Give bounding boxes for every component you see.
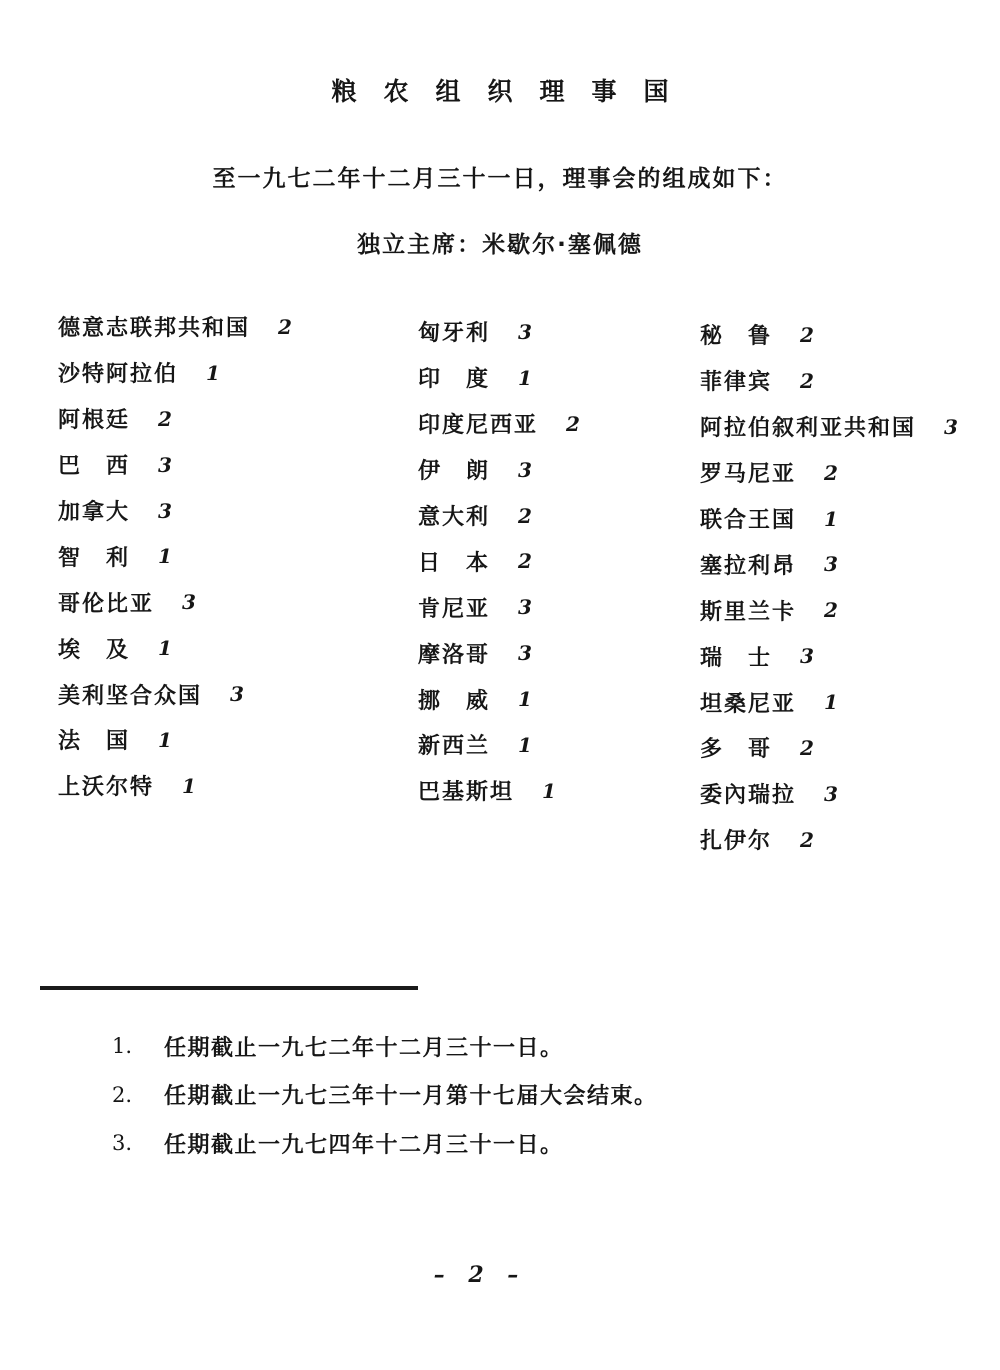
country-name: 沙特阿拉伯 (58, 362, 179, 388)
country-row (700, 725, 958, 771)
country-name: 新西兰 (418, 734, 491, 760)
country-row (418, 584, 580, 630)
country-name: 塞拉利昂 (700, 553, 797, 579)
country-name: 秘 鲁 (700, 324, 773, 350)
country-name: 德意志联邦共和国 (58, 316, 251, 342)
page-number: – 2 – (433, 1262, 527, 1288)
country-row (700, 633, 958, 679)
country-name: 巴 西 (58, 454, 131, 480)
country-name: 智 利 (58, 545, 131, 571)
term-footnote-ref: 2 (824, 598, 838, 623)
country-row (700, 450, 958, 496)
country-row (58, 396, 292, 442)
term-footnote-ref: 1 (518, 732, 532, 757)
country-row (418, 768, 580, 814)
term-footnote-ref: 1 (518, 687, 532, 712)
country-row (700, 312, 958, 358)
term-footnote-ref: 2 (518, 503, 532, 528)
term-footnote-ref: 2 (800, 368, 814, 393)
footnote-number: 3. (112, 1131, 133, 1156)
country-row (700, 404, 958, 450)
country-name: 法 国 (58, 729, 131, 755)
footnote-text: 任期截止一九七四年十二月三十一日。 (164, 1132, 564, 1158)
country-name: 坦桑尼亚 (700, 691, 797, 717)
country-row (700, 541, 958, 587)
country-row (700, 817, 958, 863)
term-footnote-ref: 1 (824, 506, 838, 531)
term-footnote-ref: 1 (158, 727, 172, 752)
term-footnote-ref: 3 (518, 319, 532, 344)
country-row (58, 488, 292, 534)
country-name: 罗马尼亚 (700, 462, 797, 488)
page-title: 粮农组织理事国 (331, 77, 696, 106)
country-row (418, 447, 580, 493)
country-row (418, 401, 580, 447)
country-row (700, 771, 958, 817)
country-row (700, 358, 958, 404)
country-name: 日 本 (418, 550, 491, 576)
term-footnote-ref: 3 (824, 552, 838, 577)
term-footnote-ref: 1 (824, 690, 838, 715)
term-footnote-ref: 3 (800, 644, 814, 669)
country-row (58, 304, 292, 350)
country-name: 菲律宾 (700, 370, 773, 396)
term-footnote-ref: 3 (518, 641, 532, 666)
term-footnote-ref: 2 (800, 735, 814, 760)
independent-chairman-line: 独立主席：米歇尔·塞佩德 (357, 232, 643, 258)
term-footnote-ref: 3 (158, 498, 172, 523)
country-name: 联合王国 (700, 508, 797, 533)
country-name: 斯里兰卡 (700, 599, 797, 625)
country-name: 匈牙利 (418, 321, 491, 347)
term-footnote-ref: 3 (518, 595, 532, 620)
term-footnote-ref: 2 (518, 549, 532, 574)
footnote-item (112, 1022, 658, 1071)
country-row (418, 355, 580, 401)
country-row (58, 671, 292, 717)
composition-statement: 至一九七二年十二月三十一日，理事会的组成如下： (212, 166, 788, 192)
term-footnote-ref: 2 (158, 406, 172, 431)
country-name: 埃 及 (58, 637, 131, 663)
country-row (58, 625, 292, 671)
country-row (418, 309, 580, 355)
country-name: 挪 威 (418, 688, 491, 714)
country-column-3 (700, 312, 958, 863)
term-footnote-ref: 3 (158, 452, 172, 477)
country-row (58, 442, 292, 488)
country-name: 意大利 (418, 505, 491, 530)
country-row (418, 493, 580, 539)
footnote-text: 任期截止一九七三年十一月第十七届大会结束。 (164, 1084, 658, 1110)
country-row (418, 676, 580, 722)
term-footnote-ref: 3 (944, 414, 958, 439)
footnote-text: 任期截止一九七二年十二月三十一日。 (164, 1035, 564, 1061)
term-footnote-ref: 3 (230, 682, 244, 707)
footnote-number: 1. (112, 1034, 133, 1059)
term-footnote-ref: 3 (182, 590, 196, 615)
footnotes-section (112, 1022, 658, 1168)
term-footnote-ref: 2 (824, 460, 838, 485)
country-name: 委內瑞拉 (700, 783, 797, 809)
country-row (58, 350, 292, 396)
country-name: 加拿大 (58, 500, 131, 525)
country-row (700, 496, 958, 542)
country-name: 肯尼亚 (418, 596, 491, 622)
country-row (58, 717, 292, 763)
term-footnote-ref: 2 (800, 827, 814, 852)
country-name: 瑞 士 (700, 645, 773, 671)
country-name: 印 度 (418, 367, 491, 393)
country-name: 阿根廷 (58, 408, 131, 434)
term-footnote-ref: 1 (542, 778, 556, 803)
country-name: 扎伊尔 (700, 829, 773, 855)
country-row (58, 763, 292, 809)
term-footnote-ref: 3 (824, 781, 838, 806)
country-row (418, 538, 580, 584)
country-row (58, 533, 292, 579)
term-footnote-ref: 2 (278, 314, 292, 339)
country-name: 巴基斯坦 (418, 780, 515, 806)
country-name: 上沃尔特 (58, 775, 155, 801)
term-footnote-ref: 1 (182, 773, 196, 798)
term-footnote-ref: 1 (158, 544, 172, 569)
country-row (418, 630, 580, 676)
country-name: 伊 朗 (418, 459, 491, 485)
country-row (700, 587, 958, 633)
footnote-item (112, 1119, 658, 1168)
country-row (418, 722, 580, 768)
term-footnote-ref: 2 (800, 322, 814, 347)
country-name: 摩洛哥 (418, 642, 491, 668)
term-footnote-ref: 3 (518, 457, 532, 482)
term-footnote-ref: 1 (158, 636, 172, 661)
footnote-divider-rule (40, 986, 418, 990)
term-footnote-ref: 1 (206, 360, 220, 385)
country-name: 美利坚合众国 (58, 683, 203, 709)
country-column-1 (58, 304, 292, 809)
term-footnote-ref: 2 (566, 411, 580, 436)
country-name: 哥伦比亚 (58, 591, 155, 617)
country-row (700, 679, 958, 725)
country-name: 阿拉伯叙利亚共和国 (700, 416, 917, 442)
term-footnote-ref: 1 (518, 365, 532, 390)
country-column-2 (418, 309, 580, 814)
footnote-number: 2. (112, 1082, 133, 1107)
country-row (58, 579, 292, 625)
country-name: 印度尼西亚 (418, 413, 539, 439)
country-name: 多 哥 (700, 737, 773, 763)
footnote-item (112, 1071, 658, 1120)
